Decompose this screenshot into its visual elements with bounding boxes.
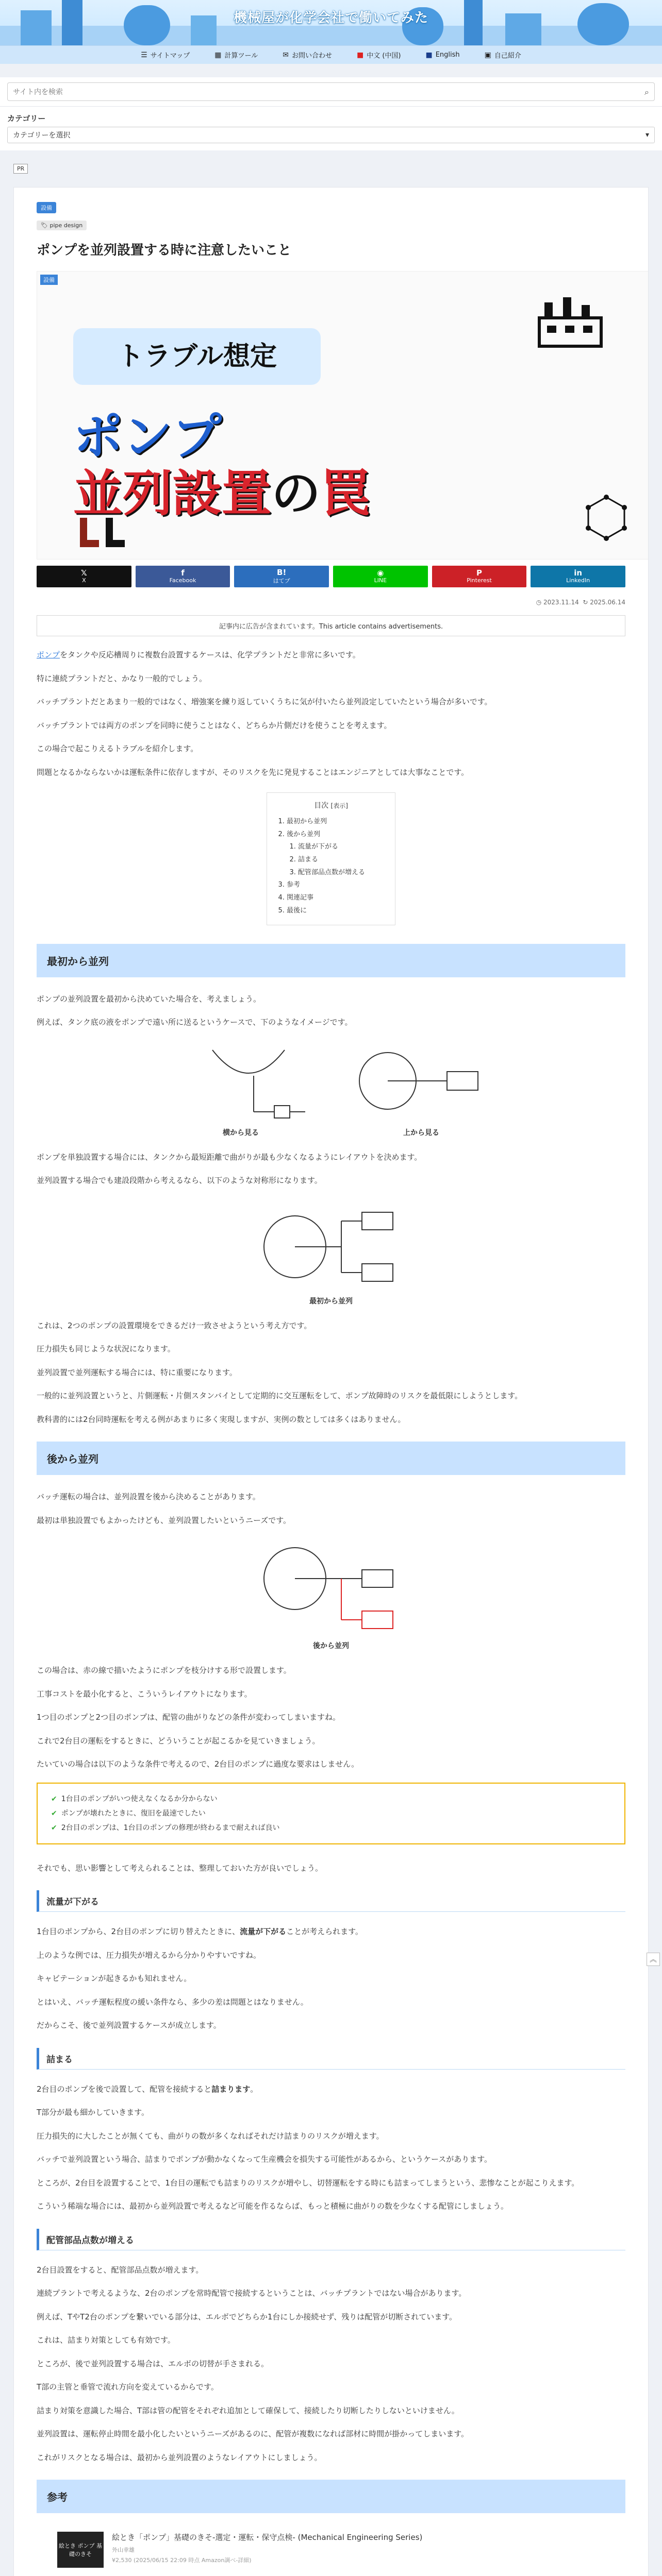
- paragraph: 教科書的には2台同時運転を考える例があまりに多く実現しますが、実例の数としては多くはありません。: [37, 1414, 406, 1424]
- nav-label: 計算ツール: [224, 52, 258, 60]
- paragraph: バッチで並列設置という場合、詰まりでポンプが動かなくなって生産機会を損失する可能性があるから、というケースがあります。: [37, 2155, 492, 2164]
- check-icon: ✔: [51, 1794, 57, 1803]
- eyecatch-line3b: の: [271, 465, 321, 522]
- sitemap-icon: ☰: [141, 50, 147, 59]
- toc-item-label: 最初から並列: [287, 818, 327, 825]
- checklist-text: 1台目のポンプがいつ使えなくなるか分からない: [61, 1794, 218, 1803]
- toc-item-label: 最後に: [287, 906, 307, 914]
- paragraph: この場合は、赤の線で描いたようにポンプを枝分けする形で設置します。: [37, 1666, 291, 1675]
- toc-item-label: 配管部品点数が増える: [298, 868, 366, 876]
- paragraph: 1つ目のポンプと2つ目のポンプは、配管の曲がりなどの条件が変わってしまいますね。: [37, 1713, 340, 1722]
- section-heading: 最初から並列: [37, 944, 625, 977]
- toc-item[interactable]: [287, 816, 386, 828]
- nav-chinese[interactable]: [352, 48, 406, 62]
- eyecatch-line1: トラブル想定: [73, 328, 321, 385]
- tag-row: [37, 202, 625, 213]
- paragraph: T部分が最も細かしていきます。: [37, 2108, 149, 2117]
- paragraph: とはいえ、バッチ運転程度の緩い条件なら、多少の差は問題とはなりません。: [37, 1997, 308, 2007]
- category-title: カテゴリー: [7, 114, 46, 123]
- china-flag-icon: ■: [356, 50, 364, 59]
- diagram-parallel-later: [249, 1537, 413, 1640]
- pinterest-icon: P: [476, 568, 483, 578]
- factory-icon: [534, 292, 606, 349]
- figure-caption: 上から見る: [403, 1128, 439, 1137]
- toc-item[interactable]: [287, 879, 386, 892]
- figure-caption: 最初から並列: [309, 1297, 353, 1306]
- share-label: LINE: [374, 577, 387, 584]
- nav-label: サイトマップ: [150, 52, 190, 60]
- checklist-item: [51, 1806, 611, 1821]
- pipe-icon: [78, 513, 135, 549]
- paragraph: ところが、2台目を設置することで、1台目の運転でも詰まりのリスクが増やし、切替運転をする時にも詰まってしまうという、悲惨なことが起こりえます。: [37, 2178, 580, 2188]
- pr-badge: PR: [13, 164, 28, 174]
- paragraph: 並列設置する場合でも建設段階から考えるなら、以下のような対称形になります。: [37, 1176, 322, 1185]
- intro-paragraph: 特に連続プラントだと、かなり一般的でしょう。: [37, 673, 207, 683]
- paragraph: 圧力損失的に大したことが無くても、曲がりの数が多くなればそれだけ詰まりのリスクが増えます。: [37, 2131, 384, 2141]
- check-icon: ✔: [51, 1823, 57, 1832]
- pump-link[interactable]: ポンプ: [37, 650, 60, 659]
- site-header: [0, 0, 662, 45]
- reference-card[interactable]: [37, 2529, 625, 2571]
- subsection-heading: 詰まる: [37, 2048, 625, 2070]
- share-line-button[interactable]: [333, 566, 428, 587]
- paragraph: 例えば、タンク底の液をポンプで遠い所に送るというケースで、下のようなイメージです。: [37, 1018, 353, 1027]
- share-hatena-button[interactable]: [234, 566, 329, 587]
- x-icon: 𝕏: [80, 568, 87, 578]
- mail-icon: ✉: [283, 50, 289, 59]
- checklist-text: 2台目のポンプは、1台目のポンプの修理が終わるまで耐えれば良い: [61, 1823, 280, 1832]
- hatena-icon: B!: [277, 567, 287, 577]
- paragraph: 例えば、TやT2台のポンプを繋いでいる部分は、エルボでどちらか1台にしか接続せず、残りは配管が切断されています。: [37, 2312, 457, 2321]
- paragraph: 上のような例では、圧力損失が増えるから分かりやすいですね。: [37, 1950, 261, 1960]
- emphasis: 詰まります: [211, 2084, 251, 2094]
- article: [13, 187, 649, 2576]
- paragraph: T部の主管と垂管で流れ方向を変えているからです。: [37, 2382, 219, 2392]
- toc-item[interactable]: [298, 867, 386, 879]
- eyecatch-line3c: 罠: [321, 465, 370, 522]
- toc-list: [276, 816, 386, 918]
- eyecatch-line2: ポンプ: [73, 408, 222, 466]
- paragraph: 圧力損失も同じような状況になります。: [37, 1344, 175, 1353]
- updated-date: 2025.06.14: [590, 599, 625, 606]
- paragraph: ポンプを単独設置する場合には、タンクから最短距離で曲がりが最も少なくなるようにレイアウトを決めます。: [37, 1152, 422, 1162]
- nav-label: 自己紹介: [494, 52, 521, 60]
- share-facebook-button[interactable]: [136, 566, 230, 587]
- paragraph: これは、2つのポンプの設置環境をできるだけ一致させようという考え方です。: [37, 1320, 312, 1330]
- toc-item-label: 詰まる: [298, 856, 319, 864]
- toc-item[interactable]: [287, 892, 386, 905]
- eyecatch-image: [37, 271, 649, 560]
- checklist-box: [37, 1783, 625, 1844]
- figure-caption: 横から見る: [223, 1128, 259, 1137]
- paragraph: ところが、後で並列設置する場合は、エルボの切替が手さまれる。: [37, 2359, 269, 2368]
- emphasis: 流量が下がる: [240, 1927, 287, 1936]
- nav-label: 中文 (中国): [367, 52, 401, 60]
- reference-author: 外山幸雄: [112, 2547, 135, 2553]
- check-icon: ✔: [51, 1809, 57, 1818]
- refresh-icon: ↻: [583, 599, 588, 606]
- figure-side-top-view: [151, 1040, 511, 1138]
- paragraph: 並列設置で並列運転する場合には、特に重要になります。: [37, 1367, 237, 1377]
- article-title: ポンプを並列設置する時に注意したいこと: [37, 243, 292, 258]
- toc-title: [276, 800, 386, 810]
- section-heading: 参考: [37, 2480, 625, 2513]
- nav-label: English: [435, 51, 460, 59]
- nav-calculator[interactable]: [209, 48, 263, 62]
- search-box: [7, 82, 655, 101]
- checklist-item: [51, 1792, 611, 1806]
- intro-paragraph: バッチプラントでは両方のポンプを同時に使うことはなく、どちらか片側だけを使うことを考えます。: [37, 720, 392, 730]
- toc-item[interactable]: [287, 905, 386, 918]
- toc-item-label: 後から並列: [287, 830, 321, 838]
- profile-icon: ▣: [484, 50, 491, 59]
- nav-label: お問い合わせ: [291, 52, 332, 60]
- text: ことが考えられます。: [286, 1927, 363, 1936]
- paragraph: たいていの場合は以下のような条件で考えるので、2台目のポンプに過度な要求はしません。: [37, 1759, 359, 1769]
- nav-profile[interactable]: [479, 48, 526, 62]
- line-icon: ◉: [377, 568, 384, 578]
- nav-english[interactable]: [420, 49, 465, 61]
- post-tag-label: pipe design: [49, 222, 83, 229]
- toc-item[interactable]: [298, 854, 386, 867]
- post-tag[interactable]: 🏷 pipe design: [37, 221, 87, 230]
- paragraph: 並列設置は、運転停止時間を最小化したいというニーズがあるのに、配管が複数になれば部材に時間が掛かってしまいます。: [37, 2429, 469, 2438]
- share-label: LinkedIn: [566, 577, 590, 584]
- checklist-text: ポンプが壊れたときに、復旧を最速でしたい: [61, 1809, 206, 1818]
- reference-info: [112, 2532, 422, 2564]
- search-icon[interactable]: ⌕: [644, 87, 649, 97]
- share-label: Facebook: [169, 577, 196, 584]
- section-heading: 後から並列: [37, 1442, 625, 1475]
- checklist-item: [51, 1821, 611, 1835]
- ad-notice: 記事内に広告が含まれています。This article contains advertisements.: [37, 615, 625, 636]
- reference-title[interactable]: 絵とき「ポンプ」基礎のきそ-選定・運転・保守点検- (Mechanical Engineering Series): [112, 2533, 423, 2542]
- main-nav-bar: [0, 45, 662, 64]
- uk-flag-icon: ■: [425, 50, 433, 59]
- share-buttons: [37, 566, 625, 587]
- eyecatch-line3a: 並列設置: [73, 465, 271, 522]
- tag-row-2: [37, 221, 625, 230]
- share-linkedin-button[interactable]: [531, 566, 625, 587]
- subsection-heading: 流量が下がる: [37, 1890, 625, 1912]
- search-input[interactable]: [8, 83, 654, 100]
- paragraph: こういう稀端な場合には、最初から並列設置で考えるなど可能を作るならば、もっと積極に曲がりの数を少なくする配管にしましょう。: [37, 2201, 509, 2211]
- paragraph: 最初は単独設置でもよかったけども、並列設置したいというニーズです。: [37, 1515, 291, 1525]
- paragraph: [37, 2083, 625, 2096]
- paragraph: [37, 1925, 625, 1939]
- paragraph: ポンプの並列設置を最初から決めていた場合を、考えましょう。: [37, 994, 261, 1004]
- paragraph: これで2台目の運転をするときに、どういうことが起こるかを見ていきましょう。: [37, 1736, 320, 1745]
- share-pinterest-button[interactable]: [432, 566, 527, 587]
- paragraph: 2台目設置をすると、配管部品点数が増えます。: [37, 2265, 204, 2275]
- text: 2台目のポンプを後で設置して、配管を接続すると: [37, 2084, 212, 2094]
- book-cover[interactable]: 絵とき ポンプ 基礎のきそ: [57, 2532, 104, 2568]
- paragraph: キャビテーションが起きるかも知れません。: [37, 1974, 192, 1983]
- toc-item-label: 関連記事: [287, 894, 314, 902]
- text: 1台目のポンプから、2台目のポンプに切り替えたときに、: [37, 1927, 240, 1936]
- text: 。: [250, 2084, 258, 2094]
- facebook-icon: f: [181, 568, 185, 578]
- intro-text: をタンクや反応槽周りに複数台設置するケースは、化学プラントだと非常に多いです。: [60, 650, 360, 659]
- search-area: [0, 77, 662, 107]
- clock-icon: ◷: [536, 599, 542, 606]
- calculator-icon: ▦: [214, 50, 222, 59]
- paragraph: 連続プラントで考えるような、2台のポンプを常時配管で接続するということは、バッチプラントではない場合があります。: [37, 2289, 467, 2298]
- intro-paragraph: 問題となるかならないかは運転条件に依存しますが、そのリスクを先に発見することはエンジニアとしては大事なことです。: [37, 767, 469, 777]
- paragraph: それでも、思い影響として考えられることは、整理しておいた方が良いでしょう。: [37, 1863, 323, 1873]
- diagram-side-top: [151, 1040, 511, 1127]
- share-x-button[interactable]: [37, 566, 131, 587]
- intro-paragraph: バッチプラントだとあまり一般的ではなく、増強案を練り返していくうちに気が付いたら並列設定していたという場合が多いです。: [37, 697, 492, 706]
- category-tag[interactable]: 設備: [37, 202, 56, 213]
- toc-toggle[interactable]: [表示]: [330, 802, 348, 809]
- paragraph: 工事コストを最小化すると、こういうレイアウトになります。: [37, 1689, 252, 1699]
- toc-item[interactable]: [287, 828, 386, 879]
- category-select[interactable]: [7, 127, 655, 143]
- toc-item-label: 流量が下がる: [298, 843, 339, 851]
- share-label: X: [82, 577, 86, 584]
- diagram-parallel-initial: [249, 1198, 413, 1296]
- scroll-top-button[interactable]: [647, 1953, 660, 1966]
- posted-date: 2023.11.14: [543, 599, 579, 606]
- post-dates: [37, 599, 625, 606]
- figure-parallel-initial: [249, 1198, 413, 1306]
- paragraph: これがリスクとなる場合は、最初から並列設置のようなレイアウトにしましょう。: [37, 2452, 322, 2462]
- chevron-down-icon: ▾: [645, 131, 649, 139]
- toc-title-text: 目次: [314, 802, 329, 810]
- double-chevron-up-icon: ︽: [650, 1956, 657, 1964]
- eyecatch-category: 設備: [40, 275, 58, 285]
- paragraph: だからこそ、後で並列設置するケースが成立します。: [37, 2021, 221, 2030]
- nav-sitemap[interactable]: [136, 48, 195, 62]
- paragraph: これは、詰まり対策としても有効です。: [37, 2335, 175, 2345]
- share-label: はてブ: [273, 577, 290, 584]
- nav-contact[interactable]: [277, 48, 337, 62]
- share-label: Pinterest: [467, 577, 492, 584]
- molecule-icon: [581, 492, 632, 544]
- category-selected: カテゴリーを選択: [13, 131, 71, 140]
- intro-paragraph: この場合で起こりえるトラブルを紹介します。: [37, 744, 198, 753]
- paragraph: バッチ運転の場合は、並列設置を後から決めることがあります。: [37, 1492, 260, 1501]
- figure-caption: 後から並列: [313, 1642, 349, 1650]
- paragraph: 一般的に並列設置というと、片側運転・片側スタンバイとして定期的に交互運転をして、ポンプ故障時のリスクを最低限にしようとします。: [37, 1391, 523, 1400]
- paragraph: 詰まり対策を意識した場合、T部は管の配管をそれぞれ追加として確保して、接続したり切断したりしないといけません。: [37, 2405, 459, 2415]
- linkedin-icon: in: [574, 568, 583, 578]
- subsection-heading: 配管部品点数が増える: [37, 2229, 625, 2250]
- intro-paragraph: [37, 649, 625, 662]
- table-of-contents: [267, 792, 395, 925]
- site-title[interactable]: 機械屋が化学会社で働いてみた: [233, 10, 428, 26]
- reference-price: ¥2,530 (2025/06/15 22:09 時点 Amazon調べ-詳細): [112, 2557, 252, 2564]
- toc-item[interactable]: [298, 841, 386, 854]
- category-widget: [0, 107, 662, 150]
- toc-item-label: 参考: [287, 881, 301, 889]
- figure-parallel-later: [249, 1537, 413, 1651]
